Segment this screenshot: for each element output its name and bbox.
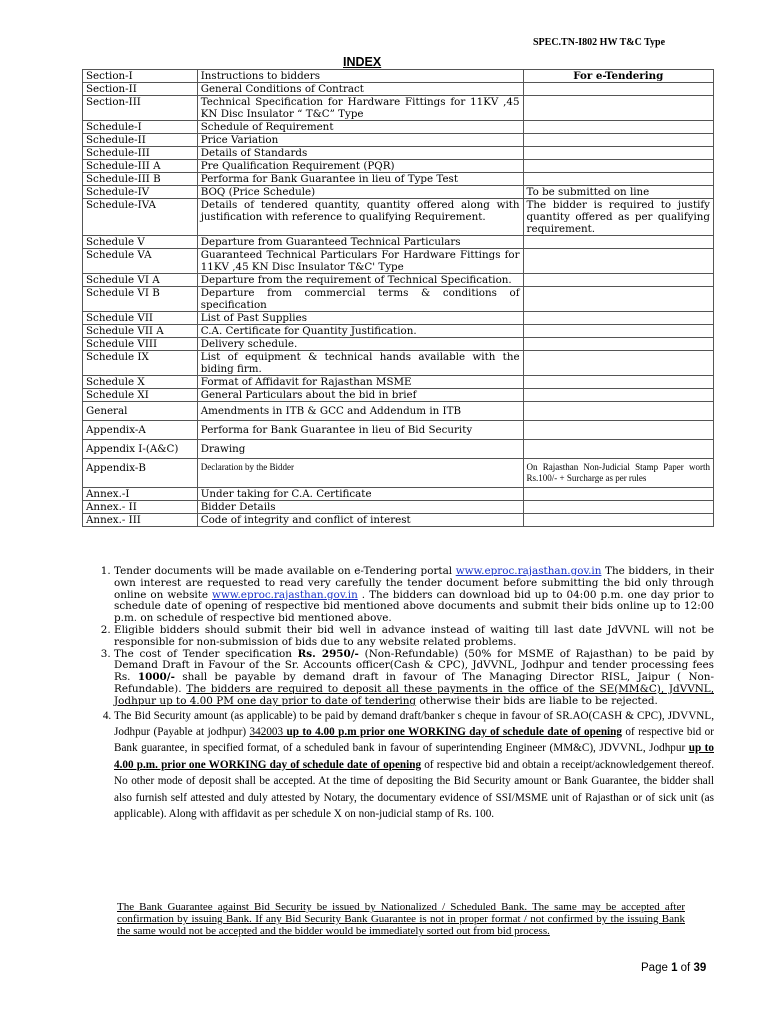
- index-cell-section: Appendix-A: [83, 421, 198, 440]
- index-cell-title: Performa for Bank Guarantee in lieu of Bid Security: [197, 421, 523, 440]
- index-row: [83, 421, 714, 440]
- index-cell-title: Details of tendered quantity, quantity offered along with justification with reference to qualifying Requirement.: [197, 199, 523, 236]
- note-4-text-a: The Bid Security amount (as applicable) to be paid by demand draft/banker s cheque in favour of SR.AO(CASH & CPC), JDVVNL, Jodhpur (Payable at jodhpur): [114, 709, 714, 738]
- index-cell-remark: For e-Tendering: [523, 70, 713, 83]
- page-current: 1: [671, 962, 678, 974]
- index-cell-section: Schedule-III A: [83, 160, 198, 173]
- index-row: [83, 389, 714, 402]
- index-cell-section: Schedule V: [83, 236, 198, 249]
- index-cell-title: Pre Qualification Requirement (PQR): [197, 160, 523, 173]
- index-cell-remark: [523, 312, 713, 325]
- index-cell-title: Departure from Guaranteed Technical Particulars: [197, 236, 523, 249]
- index-cell-section: Schedule-I: [83, 121, 198, 134]
- index-cell-section: Schedule X: [83, 376, 198, 389]
- index-cell-section: Schedule-III: [83, 147, 198, 160]
- index-cell-remark: On Rajasthan Non-Judicial Stamp Paper worth Rs.100/- + Surcharge as per rules: [523, 459, 713, 488]
- index-cell-remark: [523, 338, 713, 351]
- note-4-deadline-2: up to 4.00 p.m. prior one WORKING day of schedule date of opening: [114, 742, 714, 771]
- index-cell-title: Amendments in ITB & GCC and Addendum in ITB: [197, 402, 523, 421]
- processing-fee: 1000/-: [137, 671, 175, 684]
- index-cell-section: Schedule XI: [83, 389, 198, 402]
- index-cell-title: Departure from the requirement of Technical Specification.: [197, 274, 523, 287]
- note-3-text-a: The cost of Tender specification: [114, 647, 298, 660]
- note-1-text-b: The bidders, in their own interest are requested to read very carefully the tender document before submitting the bid only through online on website: [114, 565, 714, 601]
- index-cell-remark: [523, 249, 713, 274]
- index-cell-remark: [523, 160, 713, 173]
- index-row: [83, 121, 714, 134]
- eproc-link-2[interactable]: www.eproc.rajasthan.gov.in: [212, 588, 358, 601]
- index-row: [83, 236, 714, 249]
- index-row: [83, 338, 714, 351]
- index-cell-section: Schedule IX: [83, 351, 198, 376]
- index-cell-remark: [523, 83, 713, 96]
- spec-header: SPEC.TN-I802 HW T&C Type: [533, 37, 666, 48]
- index-cell-title: Price Variation: [197, 134, 523, 147]
- note-2: 2. Eligible bidders should submit their bid well in advance instead of waiting till last date JdVVNL will not be responsible for non-submission of bids due to any website related problems.: [114, 625, 714, 649]
- index-row: [83, 402, 714, 421]
- index-row: [83, 440, 714, 459]
- index-cell-section: Appendix-B: [83, 459, 198, 488]
- index-cell-title: Performa for Bank Guarantee in lieu of Type Test: [197, 173, 523, 186]
- index-cell-remark: To be submitted on line: [523, 186, 713, 199]
- index-cell-title: Guaranteed Technical Particulars For Hardware Fittings for 11KV ,45 KN Disc Insulator T&C' Type: [197, 249, 523, 274]
- note-1: [114, 566, 714, 625]
- index-row: [83, 287, 714, 312]
- bank-guarantee-note: The Bank Guarantee against Bid Security be issued by Nationalized / Scheduled Bank. The same may be accepted after confirmation by issuing Bank. If any Bid Security Bank Guarantee is not in proper format / not confirmed by the issuing Bank the same would not be accepted and the bidder would be immediately sorted out from bid process.: [117, 901, 685, 938]
- note-4: [114, 708, 714, 823]
- index-cell-title: BOQ (Price Schedule): [197, 186, 523, 199]
- index-cell-remark: [523, 325, 713, 338]
- index-row: [83, 134, 714, 147]
- index-cell-section: Section-I: [83, 70, 198, 83]
- notes-list: [82, 566, 714, 822]
- page-label: Page: [641, 962, 672, 974]
- index-cell-title: Bidder Details: [197, 501, 523, 514]
- index-cell-section: Schedule VII A: [83, 325, 198, 338]
- index-cell-remark: [523, 147, 713, 160]
- index-row: [83, 70, 714, 83]
- index-row: [83, 459, 714, 488]
- index-cell-remark: [523, 351, 713, 376]
- page-number: [641, 962, 706, 974]
- index-cell-title: General Particulars about the bid in brief: [197, 389, 523, 402]
- index-row: [83, 249, 714, 274]
- index-cell-title: Declaration by the Bidder: [197, 459, 523, 488]
- index-cell-remark: [523, 121, 713, 134]
- note-3-text-e: otherwise their bids are liable to be rejected.: [416, 694, 658, 707]
- index-cell-remark: [523, 389, 713, 402]
- index-cell-remark: [523, 514, 713, 527]
- index-title: INDEX: [343, 55, 382, 69]
- index-row: [83, 147, 714, 160]
- index-row: [83, 186, 714, 199]
- note-4-text-b: of respective bid or Bank guarantee, in specified format, of a scheduled bank in favour of superintending Engineer (MM&C), JDVVNL, Jodhpur: [114, 725, 714, 755]
- note-4-text-c: of respective bid and obtain a receipt/acknowledgement thereof. No other mode of deposit shall be accepted. At the time of depositing the Bid Security amount or Bank Guarantee, the bidder shall also furnish self attested and duly attested by Notary, the documentary evidence of SSI/MSME unit of Rajasthan or of sick unit (as applicable). Along with affidavit as per schedule X on non-judicial stamp of Rs. 100.: [114, 758, 714, 820]
- index-cell-remark: [523, 173, 713, 186]
- index-cell-title: Drawing: [197, 440, 523, 459]
- index-cell-remark: [523, 402, 713, 421]
- index-cell-section: Schedule VIII: [83, 338, 198, 351]
- note-1-text-c: . The bidders can download bid up to 04:00 p.m. one day prior to schedule date of opening of respective bid mentioned above documents and submit their bids online up to 12:00 p.m. on schedule of respective bid mentioned above.: [114, 588, 714, 625]
- index-cell-section: Schedule-II: [83, 134, 198, 147]
- index-cell-title: Technical Specification for Hardware Fittings for 11KV ,45 KN Disc Insulator “ T&C” Type: [197, 96, 523, 121]
- page-of-label: of: [677, 962, 694, 974]
- index-row: [83, 501, 714, 514]
- index-cell-title: C.A. Certificate for Quantity Justification.: [197, 325, 523, 338]
- index-row: [83, 312, 714, 325]
- index-row: [83, 351, 714, 376]
- index-cell-section: Appendix I-(A&C): [83, 440, 198, 459]
- index-cell-title: List of equipment & technical hands available with the biding firm.: [197, 351, 523, 376]
- index-cell-title: Code of integrity and conflict of interest: [197, 514, 523, 527]
- note-3-deadline: The bidders are required to deposit all these payments in the office of the SE(MM&C), JdVVNL, Jodhpur up to 4.00 PM one day prior to date of tendering: [114, 682, 714, 707]
- index-cell-section: Section-III: [83, 96, 198, 121]
- index-cell-section: Schedule-IVA: [83, 199, 198, 236]
- note-1-text-a: Tender documents will be made available on e-Tendering portal: [114, 565, 456, 577]
- index-cell-title: Schedule of Requirement: [197, 121, 523, 134]
- index-cell-title: General Conditions of Contract: [197, 83, 523, 96]
- note-3: [114, 649, 714, 708]
- index-cell-title: Delivery schedule.: [197, 338, 523, 351]
- index-cell-title: Under taking for C.A. Certificate: [197, 488, 523, 501]
- index-table: [82, 69, 714, 527]
- index-cell-title: List of Past Supplies: [197, 312, 523, 325]
- note-4-pincode: 342003: [249, 725, 284, 738]
- index-cell-section: Annex.- III: [83, 514, 198, 527]
- page-total: 39: [693, 962, 707, 974]
- index-row: [83, 376, 714, 389]
- index-cell-section: Annex.- II: [83, 501, 198, 514]
- index-cell-remark: [523, 421, 713, 440]
- index-cell-section: Annex.-I: [83, 488, 198, 501]
- eproc-link-1[interactable]: www.eproc.rajasthan.gov.in: [455, 565, 602, 577]
- index-cell-remark: [523, 488, 713, 501]
- index-cell-section: Schedule VI B: [83, 287, 198, 312]
- index-cell-remark: [523, 134, 713, 147]
- index-row: [83, 514, 714, 527]
- index-cell-title: Details of Standards: [197, 147, 523, 160]
- index-cell-title: Instructions to bidders: [197, 70, 523, 83]
- index-row: [83, 96, 714, 121]
- index-cell-remark: The bidder is required to justify quantity offered as per qualifying requirement.: [523, 199, 713, 236]
- note-3-text-d: shall be payable by demand draft in favour of The Managing Director RISL, Jaipur ( Non- Refundable).: [114, 671, 714, 695]
- index-cell-remark: [523, 236, 713, 249]
- index-cell-section: Schedule VI A: [83, 274, 198, 287]
- note-4-deadline-1: up to 4.00 p.m prior one WORKING day of schedule date of opening: [283, 725, 622, 738]
- note-3-text-c: (Non-Refundable) (50% for MSME of Rajasthan) to be paid by Demand Draft in Favour of the Sr. Accounts officer(Cash & CPC), JdVVNL, Jodhpur and tender processing fees Rs.: [114, 647, 714, 684]
- index-row: [83, 199, 714, 236]
- index-cell-title: Departure from commercial terms & conditions of specification: [197, 287, 523, 312]
- index-cell-remark: [523, 287, 713, 312]
- index-cell-remark: [523, 274, 713, 287]
- index-row: [83, 173, 714, 186]
- index-cell-remark: [523, 376, 713, 389]
- index-row: [83, 160, 714, 173]
- index-row: [83, 325, 714, 338]
- index-cell-remark: [523, 501, 713, 514]
- index-row: [83, 274, 714, 287]
- index-cell-remark: [523, 96, 713, 121]
- index-cell-title: Format of Affidavit for Rajasthan MSME: [197, 376, 523, 389]
- index-cell-section: Schedule VII: [83, 312, 198, 325]
- index-row: [83, 488, 714, 501]
- index-cell-remark: [523, 440, 713, 459]
- tender-cost: Rs. 2950/-: [297, 647, 359, 660]
- index-cell-section: Schedule-III B: [83, 173, 198, 186]
- index-cell-section: Schedule VA: [83, 249, 198, 274]
- index-cell-section: General: [83, 402, 198, 421]
- index-cell-section: Section-II: [83, 83, 198, 96]
- index-cell-section: Schedule-IV: [83, 186, 198, 199]
- index-row: [83, 83, 714, 96]
